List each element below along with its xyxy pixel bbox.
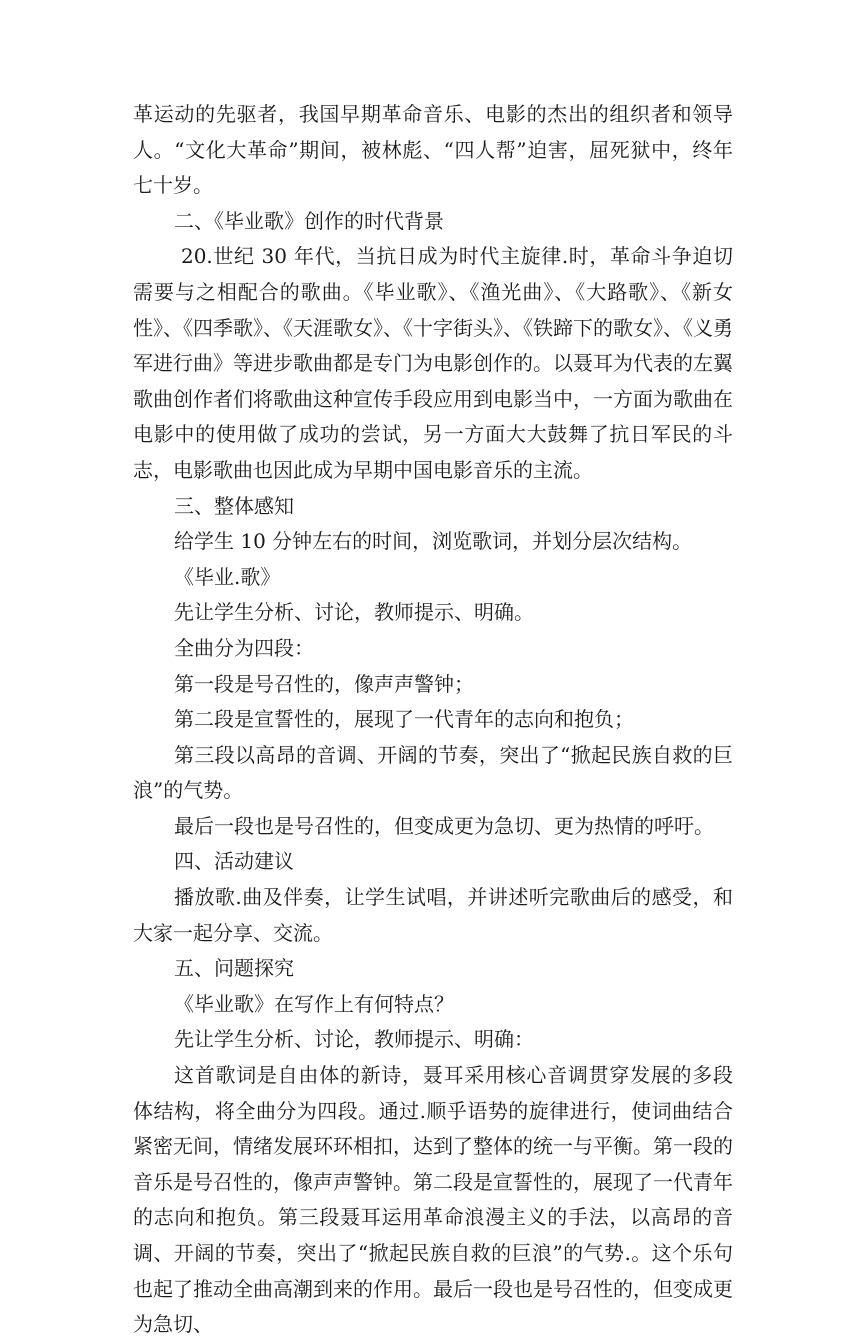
paragraph-instruction-2: 先让学生分析、讨论，教师提示、明确： xyxy=(174,1027,534,1052)
paragraph-part-3: 第三段以高昂的音调、开阔的节奏，突出了“掀起民族自救的巨浪”的气势。 xyxy=(133,742,733,803)
section-heading-5: 五、问题探究 xyxy=(174,956,294,981)
section-heading-3: 三、整体感知 xyxy=(174,493,294,518)
paragraph-instruction: 先让学生分析、讨论，教师提示、明确。 xyxy=(174,600,534,625)
paragraph-four-parts: 全曲分为四段： xyxy=(174,635,314,660)
paragraph-continuation: 革运动的先驱者，我国早期革命音乐、电影的杰出的组织者和领导人。“文化大革命”期间，被林彪、“四人帮”迫害，屈死狱中，终年七十岁。 xyxy=(133,102,733,198)
paragraph-activity: 播放歌.曲及伴奏，让学生试唱，并讲述听完歌曲后的感受，和大家一起分享、交流。 xyxy=(133,885,733,945)
section-heading-2: 二、《毕业歌》创作的时代背景 xyxy=(174,208,444,233)
document-body xyxy=(133,97,733,1343)
song-title: 《毕业.歌》 xyxy=(174,564,281,589)
section-heading-4: 四、活动建议 xyxy=(174,849,294,874)
paragraph-part-1: 第一段是号召性的，像声声警钟； xyxy=(174,671,474,696)
paragraph-analysis: 这首歌词是自由体的新诗，聂耳采用核心音调贯穿发展的多段体结构，将全曲分为四段。通过.顺乎语势的旋律进行，使词曲结合紧密无间，情绪发展环环相扣，达到了整体的统一与平衡。第一段的音乐是号召性的，像声声警钟。第二段是宣誓性的，展现了一代青年的志向和抱负。第三段聂耳运用革命浪漫主义的手法，以高昂的音调、开阔的节奏，突出了“掀起民族自救的巨浪”的气势.。这个乐句也起了推动全曲高潮到来的作用。最后一段也是号召性的，但变成更为急切、 xyxy=(133,1063,733,1337)
paragraph-part-4: 最后一段也是号召性的，但变成更为急切、更为热情的呼吁。 xyxy=(174,813,714,838)
paragraph-background: 20.世纪 30 年代，当抗日成为时代主旋律.时，革命斗争迫切需要与之相配合的歌曲。《毕业歌》、《渔光曲》、《大路歌》、《新女性》、《四季歌》、《天涯歌女》、《十字街头》、《铁蹄下的歌女》、《义勇军进行曲》等进步歌曲都是专门为电影创作的。以聂耳为代表的左翼歌曲创作者们将歌曲这种宣传手段应用到电影当中，一方面为歌曲在电影中的使用做了成功的尝试，另一方面大大鼓舞了抗日军民的斗志，电影歌曲也因此成为早期中国电影音乐的主流。 xyxy=(133,244,734,482)
paragraph-question: 《毕业歌》在写作上有何特点？ xyxy=(174,991,454,1016)
paragraph-part-2: 第二段是宣誓性的，展现了一代青年的志向和抱负； xyxy=(174,707,634,732)
paragraph-task: 给学生 10 分钟左右的时间，浏览歌词，并划分层次结构。 xyxy=(174,529,693,554)
